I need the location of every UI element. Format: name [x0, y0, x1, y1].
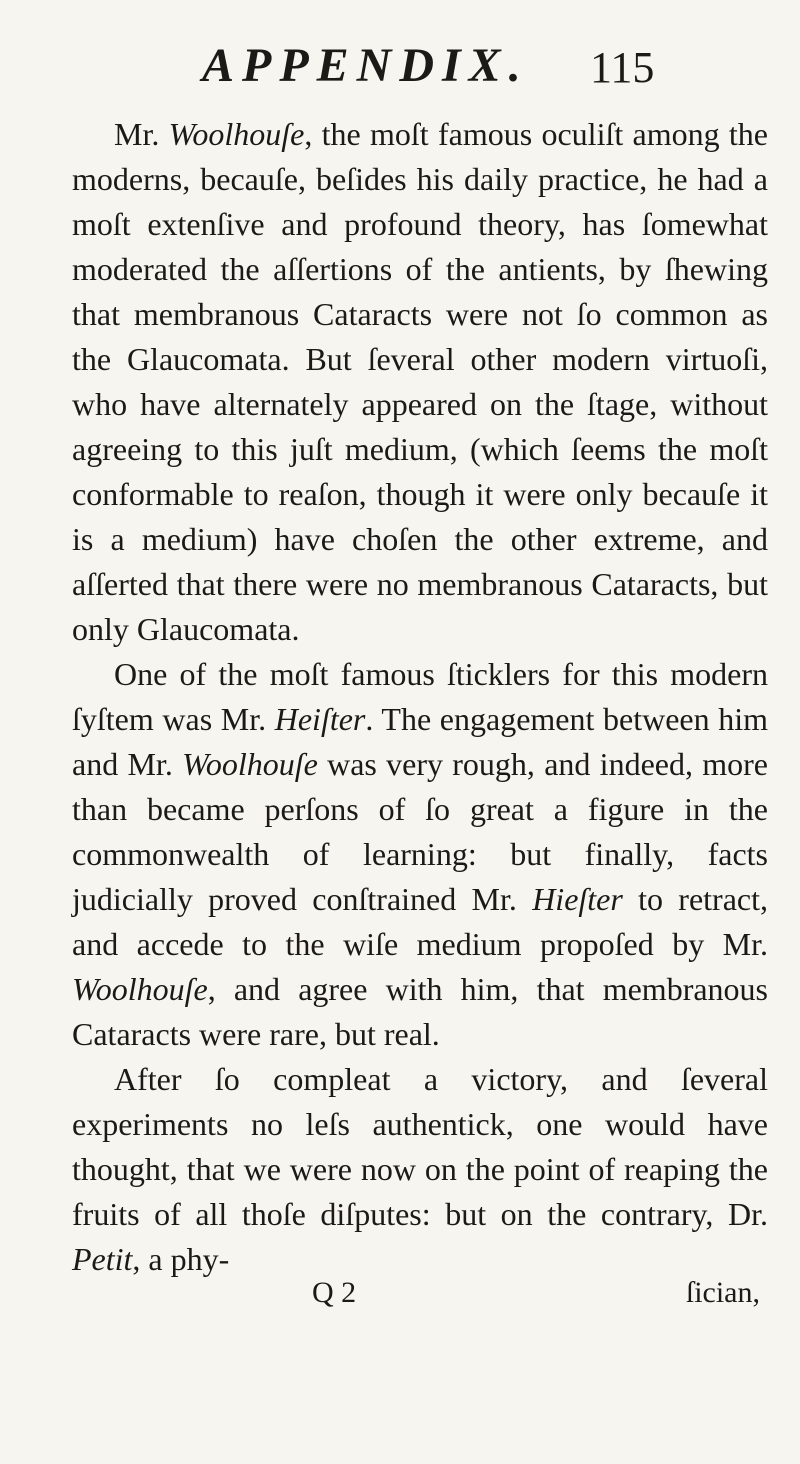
catchword: ſician,: [685, 1276, 760, 1309]
text-run: After ſo compleat a victory, and ſeveral experiments no leſs authentick, one would have thought, that we were now on the point of reaping the fruits of all thoſe diſputes: but on the contrary, Dr.: [72, 1061, 768, 1232]
running-head: APPENDIX.: [202, 39, 529, 92]
text-run: , and agree with him, that membranous Cataracts were rare, but real.: [72, 971, 768, 1052]
text-run: , a phy-: [132, 1241, 230, 1277]
text-run-italic: Woolhouſe: [72, 971, 208, 1007]
text-run: One of the moſt famous ſticklers for this modern ſyſtem was Mr.: [72, 656, 768, 737]
paragraph-3: [72, 1057, 768, 1282]
text-run-italic: Hieſter: [532, 881, 623, 917]
text-run-italic: Woolhouſe: [168, 116, 305, 152]
text-run: . The engagement between him and Mr.: [72, 701, 769, 782]
text-run: Mr.: [114, 116, 169, 152]
text-run: , the moſt famous oculiſt among the moderns, becauſe, beſides his daily practice, he had a moſt extenſive and profound theory, has ſomewhat moderated the aſſertions of the antients, by ſhewing that membranous Cataracts were not ſo common as the Glaucomata. But ſeveral other modern virtuoſi, who have alternately appeared on the ſtage, without agreeing to this juſt medium, (which ſeems the moſt conformable to reaſon, though it were only becauſe it is a medium) have choſen the other extreme, and aſſerted that there were no membranous Cataracts, but only Glaucomata.: [72, 116, 769, 647]
paragraph-2: [72, 652, 768, 1057]
page-number: 115: [590, 43, 655, 92]
text-run-italic: Heiſter: [274, 701, 366, 737]
text-run-italic: Woolhouſe: [182, 746, 318, 782]
text-run-italic: Petit: [72, 1241, 133, 1277]
body-text: [72, 112, 768, 1282]
page-header: [202, 39, 762, 112]
page-footer: [72, 1276, 768, 1326]
text-run: to retract, and accede to the wiſe medium propoſed by Mr.: [72, 881, 769, 962]
signature-mark: Q 2: [312, 1276, 357, 1309]
paragraph-1: [72, 112, 768, 652]
text-run: was very rough, and indeed, more than became perſons of ſo great a figure in the commonwealth of learning: but finally, facts judicially proved conſtrained Mr.: [72, 746, 769, 917]
